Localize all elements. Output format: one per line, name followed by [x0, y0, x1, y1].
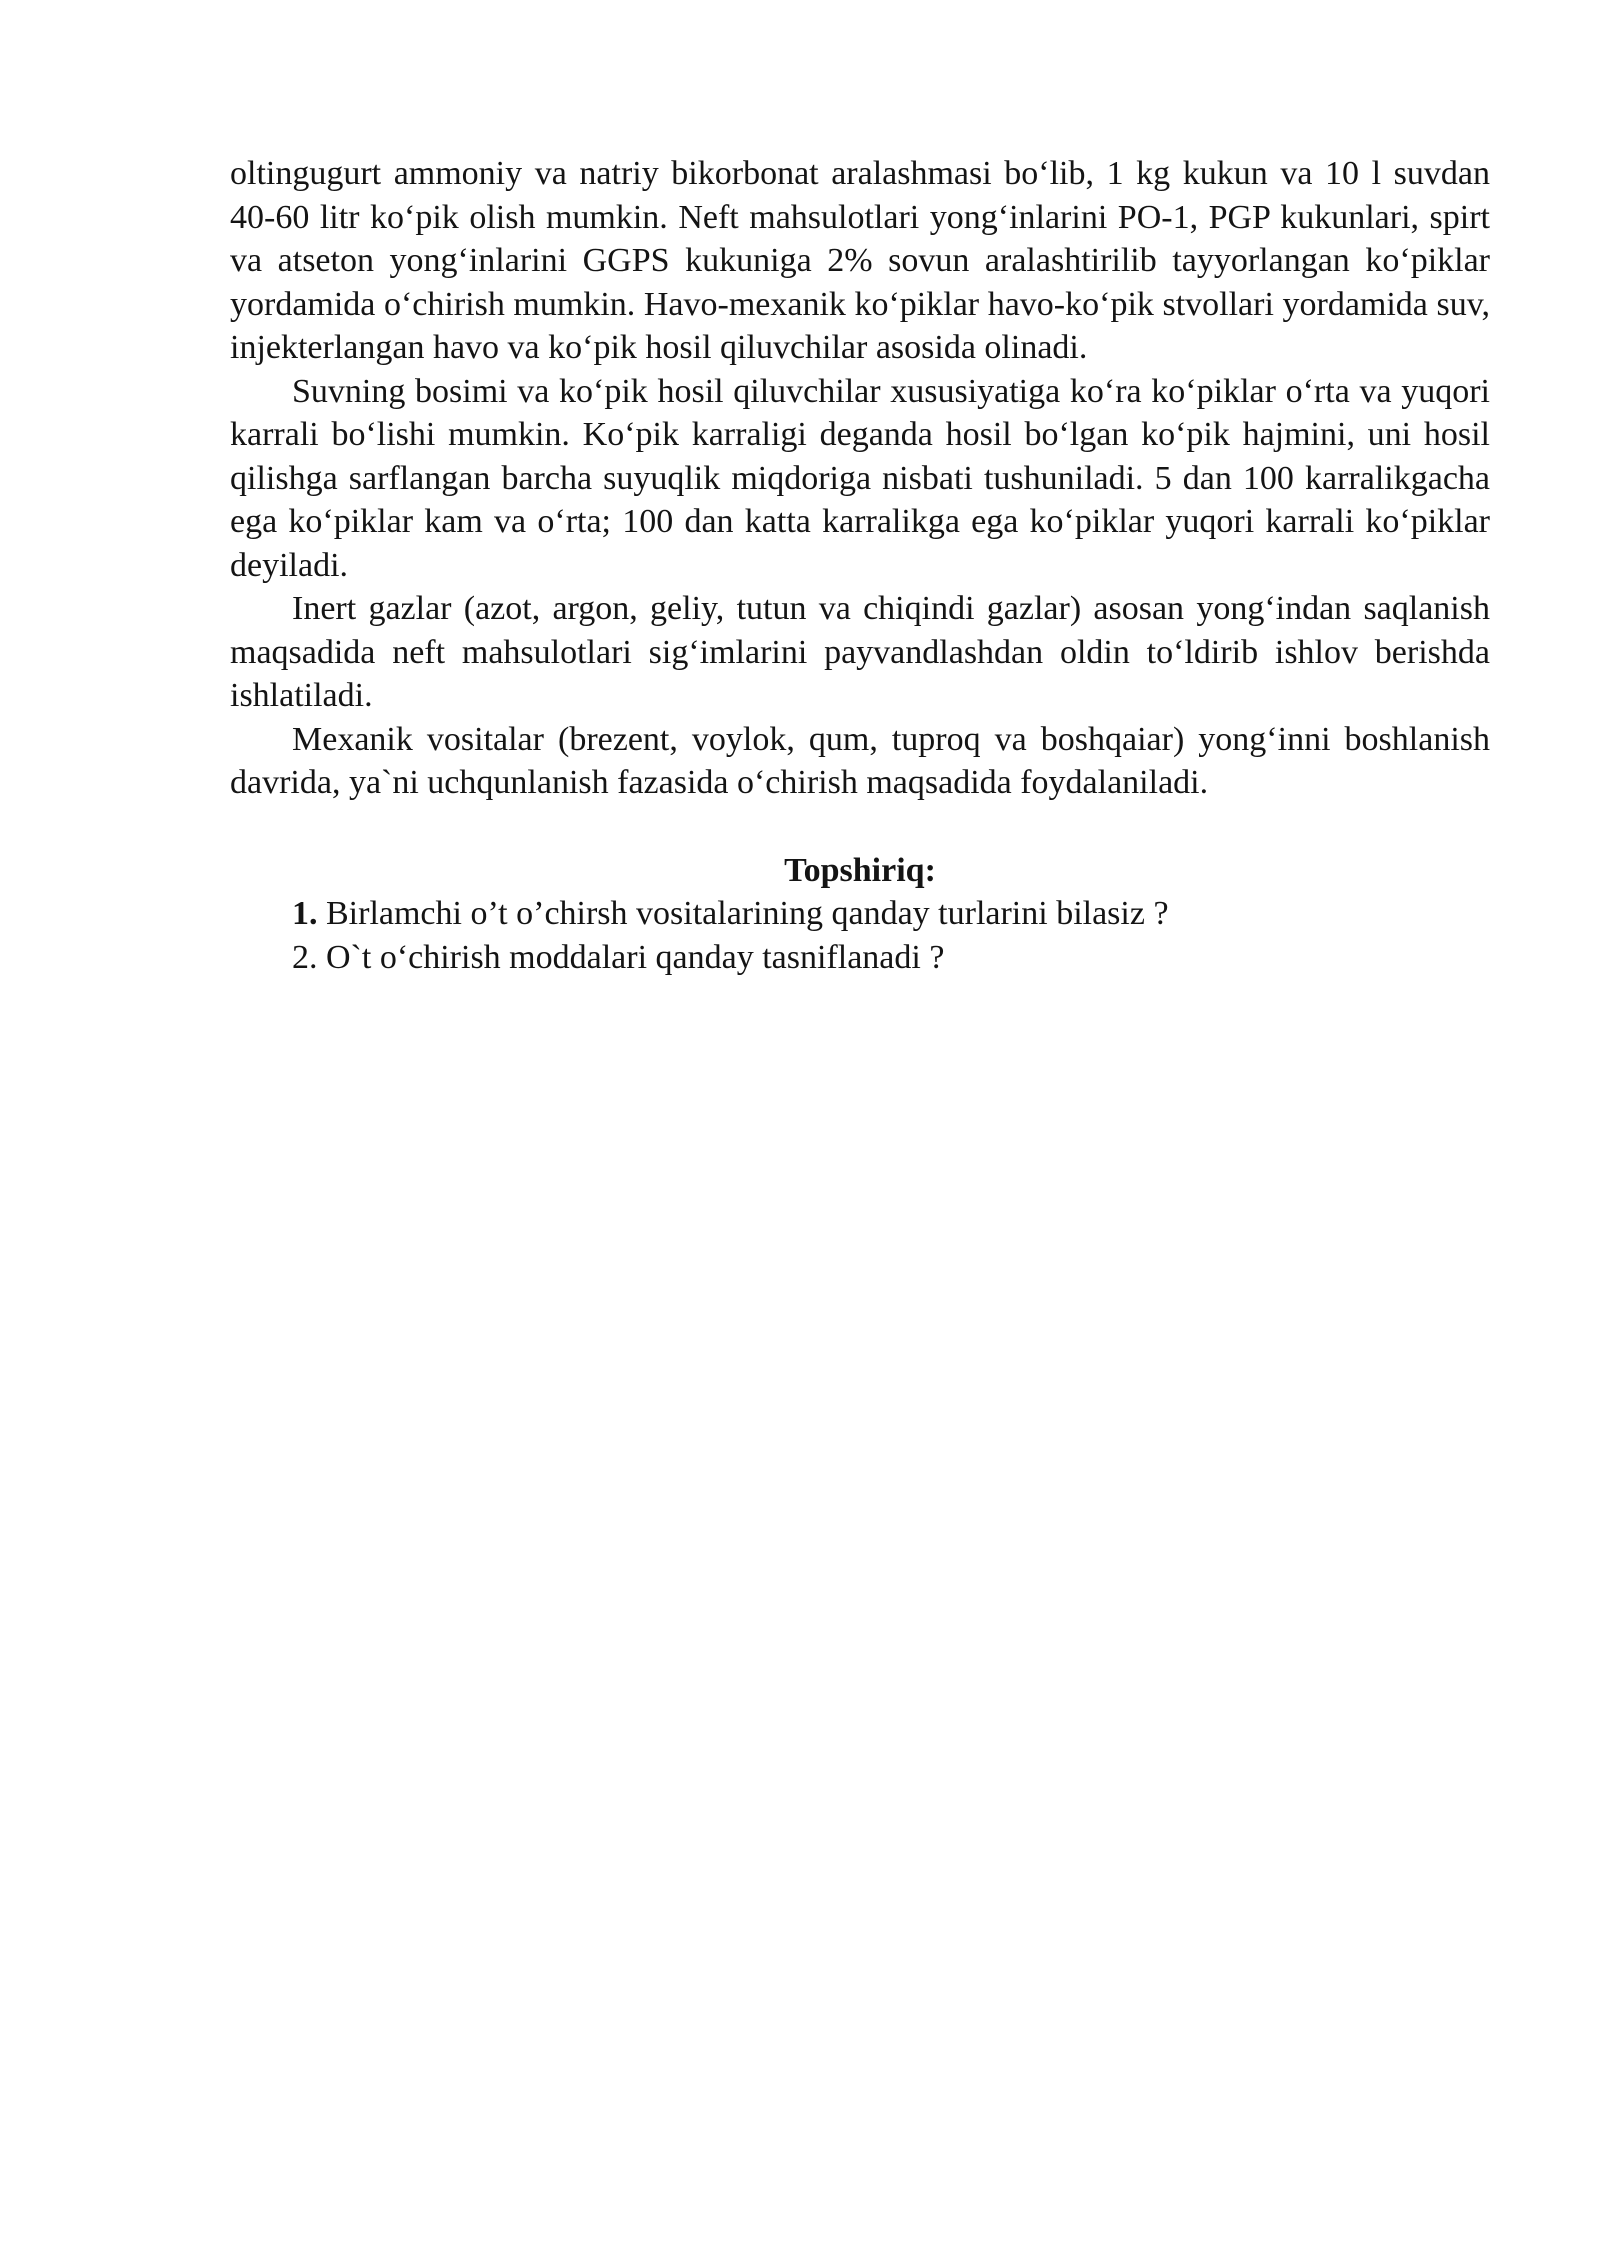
paragraph-foam-multiplicity: Suvning bosimi va ko‘pik hosil qiluvchilar xususiyatiga ko‘ra ko‘piklar o‘rta va yuqori karrali bo‘lishi mumkin. Ko‘pik karraligi deganda hosil bo‘lgan ko‘pik hajmini, uni hosil qilishga sarflangan barcha suyuqlik miqdoriga nisbati tushuniladi. 5 dan 100 karralikgacha ega ko‘piklar kam va o‘rta; 100 dan katta karralikga ega ko‘piklar yuqori karrali ko‘piklar deyiladi. — [230, 372, 1490, 584]
task-text-2: O`t o‘chirish moddalari qanday tasniflanadi ? — [317, 938, 945, 976]
paragraph-foam-powders: oltingugurt ammoniy va natriy bikorbonat aralashmasi bo‘lib, 1 kg kukun va 10 l suvdan 40-60 litr ko‘pik olish mumkin. Neft mahsulotlari yong‘inlarini PO-1, PGP kukunlari, spirt va atseton yong‘inlarini GGPS kukuniga 2% sovun aralashtirilib tayyorlangan ko‘piklar yordamida o‘chirish mumkin. Havo-mexanik ko‘piklar havo-ko‘pik stvollari yordamida suv, injekterlangan havo va ko‘pik hosil qiluvchilar asosida olinadi. — [230, 155, 1490, 366]
section-title-topshiriq: Topshiriq: — [784, 851, 936, 889]
task-number-1: 1. — [292, 895, 318, 932]
task-item-1 — [230, 892, 1490, 936]
paragraph-inert-gases: Inert gazlar (azot, argon, geliy, tutun va chiqindi gazlar) asosan yong‘indan saqlanish maqsadida neft mahsulotlari sig‘imlarini payvandlashdan oldin to‘ldirib ishlov berishda ishlatiladi. — [230, 590, 1490, 714]
document-body — [230, 152, 1490, 979]
paragraph-mechanical-means: Mexanik vositalar (brezent, voylok, qum, tuproq va boshqaiar) yong‘inni boshlanish davrida, ya`ni uchqunlanish fazasida o‘chirish maqsadida foydalaniladi. — [230, 720, 1490, 801]
task-number-2: 2. — [292, 938, 318, 976]
task-text-1: Birlamchi o’t o’chirsh vositalarining qanday turlarini bilasiz ? — [317, 895, 1169, 932]
task-item-2 — [230, 936, 1490, 980]
